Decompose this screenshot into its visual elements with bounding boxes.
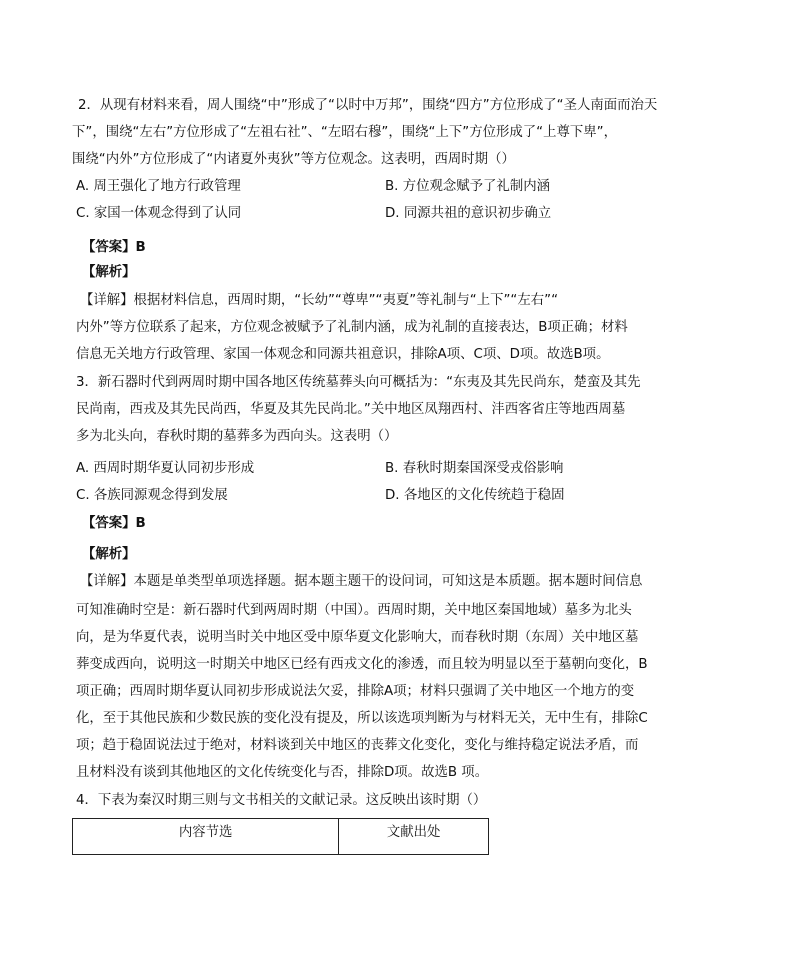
q3-detail-line-7: 项；趋于稳固说法过于绝对，材料谈到关中地区的丧葬文化变化，变化与维持稳定说法矛盾，而 — [76, 738, 639, 753]
q4-stem: 4．下表为秦汉时期三则与文书相关的文献记录。这反映出该时期（） — [76, 793, 487, 808]
q3-stem-line-1: 3．新石器时代到两周时期中国各地区传统墓葬头向可概括为：“东夷及其先民尚东，楚蛮及其先 — [76, 375, 641, 390]
q2-analysis-label: 【解析】 — [82, 265, 136, 280]
q3-detail-line-8: 且材料没有谈到其他地区的文化传统变化与否，排除D项。故选B 项。 — [76, 765, 489, 780]
q2-detail-line-2: 内外”等方位联系了起来，方位观念被赋予了礼制内涵，成为礼制的直接表达，B项正确；材料 — [76, 320, 628, 335]
q2-detail-line-1: 【详解】根据材料信息，西周时期，“长幼”“尊卑”“夷夏”等礼制与“上下”“左右”“ — [80, 293, 559, 308]
q3-detail-line-3: 向，是为华夏代表，说明当时关中地区受中原华夏文化影响大，而春秋时期（东周）关中地区墓 — [76, 630, 639, 645]
q3-answer: 【答案】B — [82, 516, 146, 531]
q3-option-b: B. 春秋时期秦国深受戎俗影响 — [385, 461, 564, 476]
q2-stem-line-1: 2．从现有材料来看，周人围绕“中”形成了“以时中万邦”，围绕“四方”方位形成了“圣人南面而治天 — [78, 98, 658, 113]
q3-detail-line-1: 【详解】本题是单类型单项选择题。据本题主题干的设问词，可知这是本质题。据本题时间信息 — [80, 574, 643, 589]
q3-analysis-label: 【解析】 — [82, 547, 136, 562]
table-header-source: 文献出处 — [339, 819, 489, 855]
q2-answer: 【答案】B — [82, 240, 146, 255]
q3-option-c: C. 各族同源观念得到发展 — [76, 488, 228, 503]
q2-option-d: D. 同源共祖的意识初步确立 — [385, 206, 552, 221]
q3-detail-line-4: 葬变成西向，说明这一时期关中地区已经有西戎文化的渗透，而且较为明显以至于墓朝向变化，B — [76, 657, 648, 672]
q3-detail-line-5: 项正确；西周时期华夏认同初步形成说法欠妥，排除A项；材料只强调了关中地区一个地方的变 — [76, 684, 635, 699]
q3-stem-line-2: 民尚南，西戎及其先民尚西，华夏及其先民尚北。”关中地区凤翔西村、沣西客省庄等地西周墓 — [76, 402, 626, 417]
q2-detail-line-3: 信息无关地方行政管理、家国一体观念和同源共祖意识，排除A项、C项、D项。故选B项。 — [76, 347, 610, 362]
q2-option-a: A. 周王强化了地方行政管理 — [76, 179, 241, 194]
q2-stem-line-3: 围绕“内外”方位形成了“内诸夏外夷狄”等方位观念。这表明，西周时期（） — [72, 152, 515, 167]
q2-stem-line-2: 下”，围绕“左右”方位形成了“左祖右社”、“左昭右穆”，围绕“上下”方位形成了“上尊下卑”， — [72, 125, 617, 140]
q3-detail-line-2: 可知准确时空是：新石器时代到两周时期（中国）。西周时期，关中地区秦国地域）墓多为北头 — [76, 603, 632, 618]
q2-option-c: C. 家国一体观念得到了认同 — [76, 206, 242, 221]
q3-option-a: A. 西周时期华夏认同初步形成 — [76, 461, 255, 476]
q2-option-b: B. 方位观念赋予了礼制内涵 — [385, 179, 550, 194]
q4-source-table — [72, 818, 489, 855]
table-header-content: 内容节选 — [73, 819, 339, 855]
q3-detail-line-6: 化，至于其他民族和少数民族的变化没有提及，所以该选项判断为与材料无关，无中生有，排除C — [76, 711, 648, 726]
q3-option-d: D. 各地区的文化传统趋于稳固 — [385, 488, 565, 503]
q3-stem-line-3: 多为北头向，春秋时期的墓葬多为西向头。这表明（） — [76, 429, 398, 444]
